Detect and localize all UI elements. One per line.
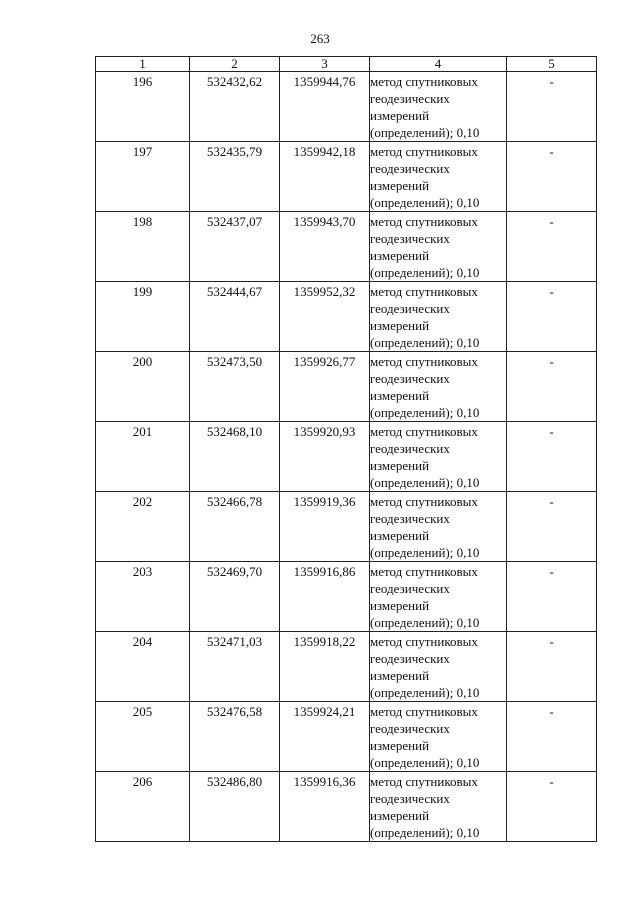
header-row xyxy=(96,57,597,72)
method-text-line: (определений); 0,10 xyxy=(370,335,480,350)
method-text-line: (определений); 0,10 xyxy=(370,825,480,840)
note-cell: - xyxy=(507,772,597,842)
table-row xyxy=(96,212,597,282)
method-text-line: измерений xyxy=(370,528,430,543)
method-text-line: измерений xyxy=(370,458,430,473)
y-coordinate-cell: 1359926,77 xyxy=(280,352,370,422)
method-text-line: (определений); 0,10 xyxy=(370,475,480,490)
x-coordinate-cell: 532486,80 xyxy=(190,772,280,842)
method-text-line: (определений); 0,10 xyxy=(370,405,480,420)
y-coordinate-cell: 1359920,93 xyxy=(280,422,370,492)
table-row xyxy=(96,282,597,352)
method-cell xyxy=(370,282,507,352)
method-text-line: (определений); 0,10 xyxy=(370,545,480,560)
x-coordinate-cell: 532468,10 xyxy=(190,422,280,492)
x-coordinate-cell: 532473,50 xyxy=(190,352,280,422)
table-row xyxy=(96,562,597,632)
method-text-line: метод спутниковых xyxy=(370,354,478,369)
method-text-line: геодезических xyxy=(370,651,450,666)
method-cell xyxy=(370,772,507,842)
method-text-line: метод спутниковых xyxy=(370,704,478,719)
point-number-cell: 197 xyxy=(96,142,190,212)
point-number-cell: 203 xyxy=(96,562,190,632)
note-cell: - xyxy=(507,282,597,352)
method-text-line: геодезических xyxy=(370,791,450,806)
method-text-line: (определений); 0,10 xyxy=(370,265,480,280)
method-text-line: геодезических xyxy=(370,721,450,736)
table-row xyxy=(96,422,597,492)
method-text-line: геодезических xyxy=(370,301,450,316)
note-cell: - xyxy=(507,212,597,282)
note-cell: - xyxy=(507,142,597,212)
point-number-cell: 198 xyxy=(96,212,190,282)
table-row xyxy=(96,702,597,772)
y-coordinate-cell: 1359942,18 xyxy=(280,142,370,212)
column-header-4: 4 xyxy=(370,57,507,72)
method-text-line: измерений xyxy=(370,318,430,333)
method-text-line: измерений xyxy=(370,108,430,123)
y-coordinate-cell: 1359918,22 xyxy=(280,632,370,702)
method-text-line: метод спутниковых xyxy=(370,564,478,579)
method-text-line: геодезических xyxy=(370,231,450,246)
method-cell xyxy=(370,422,507,492)
method-text-line: (определений); 0,10 xyxy=(370,755,480,770)
method-text-line: метод спутниковых xyxy=(370,634,478,649)
point-number-cell: 202 xyxy=(96,492,190,562)
table-header xyxy=(96,57,597,72)
coordinates-table xyxy=(95,56,597,842)
point-number-cell: 196 xyxy=(96,72,190,142)
page-number: 263 xyxy=(310,31,330,46)
point-number-cell: 199 xyxy=(96,282,190,352)
table-row xyxy=(96,772,597,842)
point-number-cell: 206 xyxy=(96,772,190,842)
note-cell: - xyxy=(507,352,597,422)
table-row xyxy=(96,72,597,142)
x-coordinate-cell: 532471,03 xyxy=(190,632,280,702)
method-text-line: (определений); 0,10 xyxy=(370,195,480,210)
point-number-cell: 200 xyxy=(96,352,190,422)
y-coordinate-cell: 1359944,76 xyxy=(280,72,370,142)
method-text-line: метод спутниковых xyxy=(370,424,478,439)
note-cell: - xyxy=(507,72,597,142)
method-cell xyxy=(370,492,507,562)
method-text-line: геодезических xyxy=(370,161,450,176)
note-cell: - xyxy=(507,422,597,492)
point-number-cell: 201 xyxy=(96,422,190,492)
method-cell xyxy=(370,142,507,212)
method-text-line: измерений xyxy=(370,388,430,403)
method-text-line: измерений xyxy=(370,668,430,683)
table-row xyxy=(96,492,597,562)
method-text-line: метод спутниковых xyxy=(370,144,478,159)
table-body xyxy=(96,72,597,842)
method-text-line: измерений xyxy=(370,598,430,613)
method-text-line: измерений xyxy=(370,178,430,193)
table-row xyxy=(96,142,597,212)
note-cell: - xyxy=(507,562,597,632)
x-coordinate-cell: 532469,70 xyxy=(190,562,280,632)
method-text-line: геодезических xyxy=(370,91,450,106)
table-row xyxy=(96,632,597,702)
note-cell: - xyxy=(507,702,597,772)
method-text-line: метод спутниковых xyxy=(370,214,478,229)
method-text-line: измерений xyxy=(370,738,430,753)
method-text-line: геодезических xyxy=(370,441,450,456)
method-cell xyxy=(370,212,507,282)
point-number-cell: 204 xyxy=(96,632,190,702)
method-text-line: метод спутниковых xyxy=(370,74,478,89)
y-coordinate-cell: 1359952,32 xyxy=(280,282,370,352)
x-coordinate-cell: 532432,62 xyxy=(190,72,280,142)
method-cell xyxy=(370,352,507,422)
method-text-line: метод спутниковых xyxy=(370,494,478,509)
method-text-line: метод спутниковых xyxy=(370,284,478,299)
note-cell: - xyxy=(507,632,597,702)
note-cell: - xyxy=(507,492,597,562)
x-coordinate-cell: 532476,58 xyxy=(190,702,280,772)
method-text-line: (определений); 0,10 xyxy=(370,685,480,700)
y-coordinate-cell: 1359919,36 xyxy=(280,492,370,562)
column-header-3: 3 xyxy=(280,57,370,72)
method-text-line: измерений xyxy=(370,248,430,263)
method-text-line: геодезических xyxy=(370,371,450,386)
method-cell xyxy=(370,72,507,142)
y-coordinate-cell: 1359916,36 xyxy=(280,772,370,842)
x-coordinate-cell: 532466,78 xyxy=(190,492,280,562)
x-coordinate-cell: 532435,79 xyxy=(190,142,280,212)
x-coordinate-cell: 532444,67 xyxy=(190,282,280,352)
method-cell xyxy=(370,632,507,702)
method-text-line: (определений); 0,10 xyxy=(370,615,480,630)
y-coordinate-cell: 1359924,21 xyxy=(280,702,370,772)
y-coordinate-cell: 1359916,86 xyxy=(280,562,370,632)
x-coordinate-cell: 532437,07 xyxy=(190,212,280,282)
column-header-1: 1 xyxy=(96,57,190,72)
method-text-line: измерений xyxy=(370,808,430,823)
y-coordinate-cell: 1359943,70 xyxy=(280,212,370,282)
method-text-line: геодезических xyxy=(370,581,450,596)
column-header-2: 2 xyxy=(190,57,280,72)
method-cell xyxy=(370,702,507,772)
method-text-line: (определений); 0,10 xyxy=(370,125,480,140)
table-row xyxy=(96,352,597,422)
method-text-line: геодезических xyxy=(370,511,450,526)
method-cell xyxy=(370,562,507,632)
column-header-5: 5 xyxy=(507,57,597,72)
point-number-cell: 205 xyxy=(96,702,190,772)
method-text-line: метод спутниковых xyxy=(370,774,478,789)
